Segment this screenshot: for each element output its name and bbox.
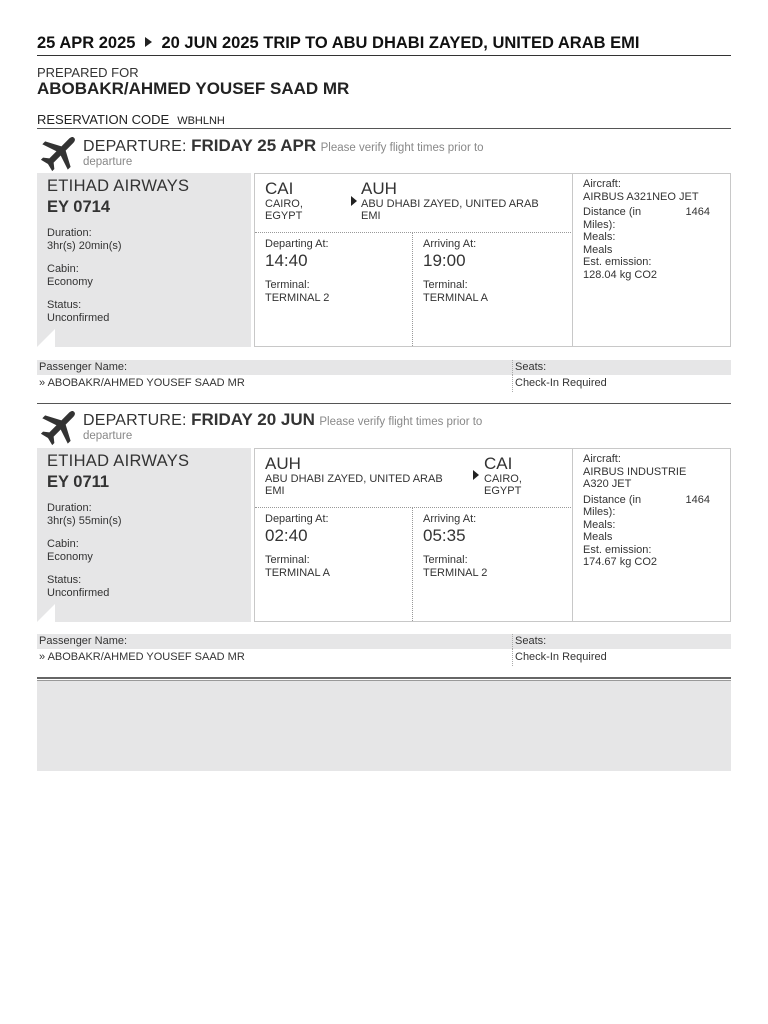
departing-label: Departing At: <box>265 238 329 250</box>
verify-note: Please verify flight times prior to <box>319 416 483 428</box>
meals-value: Meals <box>583 531 613 543</box>
departure-title <box>83 411 503 443</box>
flight-number: EY 0711 <box>47 473 110 491</box>
departing-time: 02:40 <box>265 526 308 545</box>
distance-value: 1464 <box>685 493 710 506</box>
distance-value: 1464 <box>685 206 710 218</box>
departing-column <box>255 233 413 346</box>
departure-day: FRIDAY 25 APR <box>191 136 317 155</box>
emission-value: 174.67 kg CO2 <box>583 556 657 568</box>
duration-value: 3hr(s) 20min(s) <box>47 240 122 252</box>
meals-label: Meals: <box>583 518 616 531</box>
departure-title <box>83 137 503 169</box>
route-arrow-icon <box>473 470 479 480</box>
emission-value: 128.04 kg CO2 <box>583 268 657 281</box>
seats-header: Seats: <box>515 635 547 647</box>
trip-start-date: 25 APR 2025 <box>37 34 136 52</box>
seat-value: Check-In Required <box>515 377 607 389</box>
origin-city: ABU DHABI ZAYED, UNITED ARAB <box>265 473 443 485</box>
destination-country: EGYPT <box>484 485 522 497</box>
airline-name: ETIHAD AIRWAYS <box>47 177 190 195</box>
passenger-name-header: Passenger Name: <box>39 361 128 373</box>
aircraft-value-cont: A320 JET <box>583 478 632 490</box>
destination-city: ABU DHABI ZAYED, UNITED ARAB <box>361 198 539 210</box>
flight-number: EY 0714 <box>47 198 111 216</box>
passenger-table <box>37 634 731 666</box>
departing-time: 14:40 <box>265 251 308 270</box>
cabin-label: Cabin: <box>47 263 79 275</box>
meals-label: Meals: <box>583 231 616 243</box>
verify-note-cont: departure <box>83 430 133 442</box>
distance-label-cont: Miles): <box>583 506 616 518</box>
cabin-label: Cabin: <box>47 538 79 550</box>
prepared-for-label: PREPARED FOR <box>37 65 139 80</box>
departure-day: FRIDAY 20 JUN <box>191 410 315 429</box>
airplane-icon <box>39 405 81 447</box>
origin-country: EMI <box>265 485 285 497</box>
seats-header: Seats: <box>515 361 547 373</box>
terminal-label: Terminal: <box>423 279 468 291</box>
reservation-row <box>37 112 731 129</box>
meals-value: Meals <box>583 243 613 256</box>
destination-code: AUH <box>361 179 397 198</box>
destination-code: CAI <box>484 454 513 473</box>
cabin-value: Economy <box>47 551 93 563</box>
destination-city: CAIRO, <box>484 473 522 485</box>
departing-terminal: TERMINAL 2 <box>265 292 330 304</box>
arriving-label: Arriving At: <box>423 513 477 525</box>
aircraft-label: Aircraft: <box>583 178 621 190</box>
emission-label: Est. emission: <box>583 256 652 268</box>
distance-label-cont: Miles): <box>583 218 616 231</box>
route-panel <box>254 448 572 622</box>
departing-terminal: TERMINAL A <box>265 567 330 579</box>
terminal-label: Terminal: <box>265 279 310 291</box>
passenger-name: » ABOBAKR/AHMED YOUSEF SAAD MR <box>39 377 245 389</box>
terminal-label: Terminal: <box>423 554 468 566</box>
departure-label: DEPARTURE: <box>83 138 187 155</box>
trip-title: 20 JUN 2025 TRIP TO ABU DHABI ZAYED, UNITED ARAB EMI <box>161 34 640 52</box>
distance-label: Distance (in <box>583 206 642 218</box>
destination-country: EMI <box>361 210 381 222</box>
aircraft-value: AIRBUS INDUSTRIE <box>583 465 687 478</box>
passenger-table <box>37 360 731 392</box>
airline-panel <box>37 448 251 622</box>
reservation-code: WBHLNH <box>177 115 225 127</box>
passenger-full-name: ABOBAKR/AHMED YOUSEF SAAD MR <box>37 79 350 98</box>
play-arrow-icon <box>145 37 152 47</box>
duration-label: Duration: <box>47 502 92 514</box>
duration-value: 3hr(s) 55min(s) <box>47 515 122 527</box>
status-label: Status: <box>47 299 82 311</box>
arriving-label: Arriving At: <box>423 238 477 250</box>
aircraft-value: AIRBUS A321NEO JET <box>583 190 699 203</box>
route-panel <box>254 173 572 347</box>
status-value: Unconfirmed <box>47 587 110 599</box>
departing-label: Departing At: <box>265 513 329 525</box>
duration-label: Duration: <box>47 227 92 239</box>
arriving-time: 05:35 <box>423 526 466 545</box>
table-row <box>37 375 731 392</box>
origin-country: EGYPT <box>265 210 303 222</box>
arriving-terminal: TERMINAL 2 <box>423 567 488 579</box>
origin-code: CAI <box>265 179 294 198</box>
distance-label: Distance (in <box>583 493 642 506</box>
reservation-label: RESERVATION CODE <box>37 112 170 127</box>
footer-panel <box>37 681 731 771</box>
aircraft-label: Aircraft: <box>583 453 621 465</box>
airline-name: ETIHAD AIRWAYS <box>47 452 190 470</box>
aircraft-panel <box>572 448 731 622</box>
seat-value: Check-In Required <box>515 651 607 663</box>
passenger-name: » ABOBAKR/AHMED YOUSEF SAAD MR <box>39 651 245 663</box>
airline-panel <box>37 173 251 347</box>
cabin-value: Economy <box>47 276 93 288</box>
emission-label: Est. emission: <box>583 543 652 556</box>
status-label: Status: <box>47 574 82 586</box>
aircraft-panel <box>572 173 731 347</box>
table-row <box>37 649 731 666</box>
route-arrow-icon <box>351 196 357 206</box>
trip-header <box>37 34 731 56</box>
passenger-name-header: Passenger Name: <box>39 635 128 647</box>
arriving-terminal: TERMINAL A <box>423 292 488 304</box>
arriving-column <box>413 508 571 621</box>
departing-column <box>255 508 413 621</box>
terminal-label: Terminal: <box>265 554 310 566</box>
segment-divider <box>37 403 731 404</box>
arriving-time: 19:00 <box>423 251 466 270</box>
verify-note: Please verify flight times prior to <box>320 142 484 154</box>
origin-code: AUH <box>265 454 301 473</box>
status-value: Unconfirmed <box>47 312 110 324</box>
departure-label: DEPARTURE: <box>83 412 187 429</box>
origin-city: CAIRO, <box>265 198 303 210</box>
arriving-column <box>413 233 571 346</box>
airplane-icon <box>39 131 81 173</box>
verify-note-cont: departure <box>83 156 133 168</box>
